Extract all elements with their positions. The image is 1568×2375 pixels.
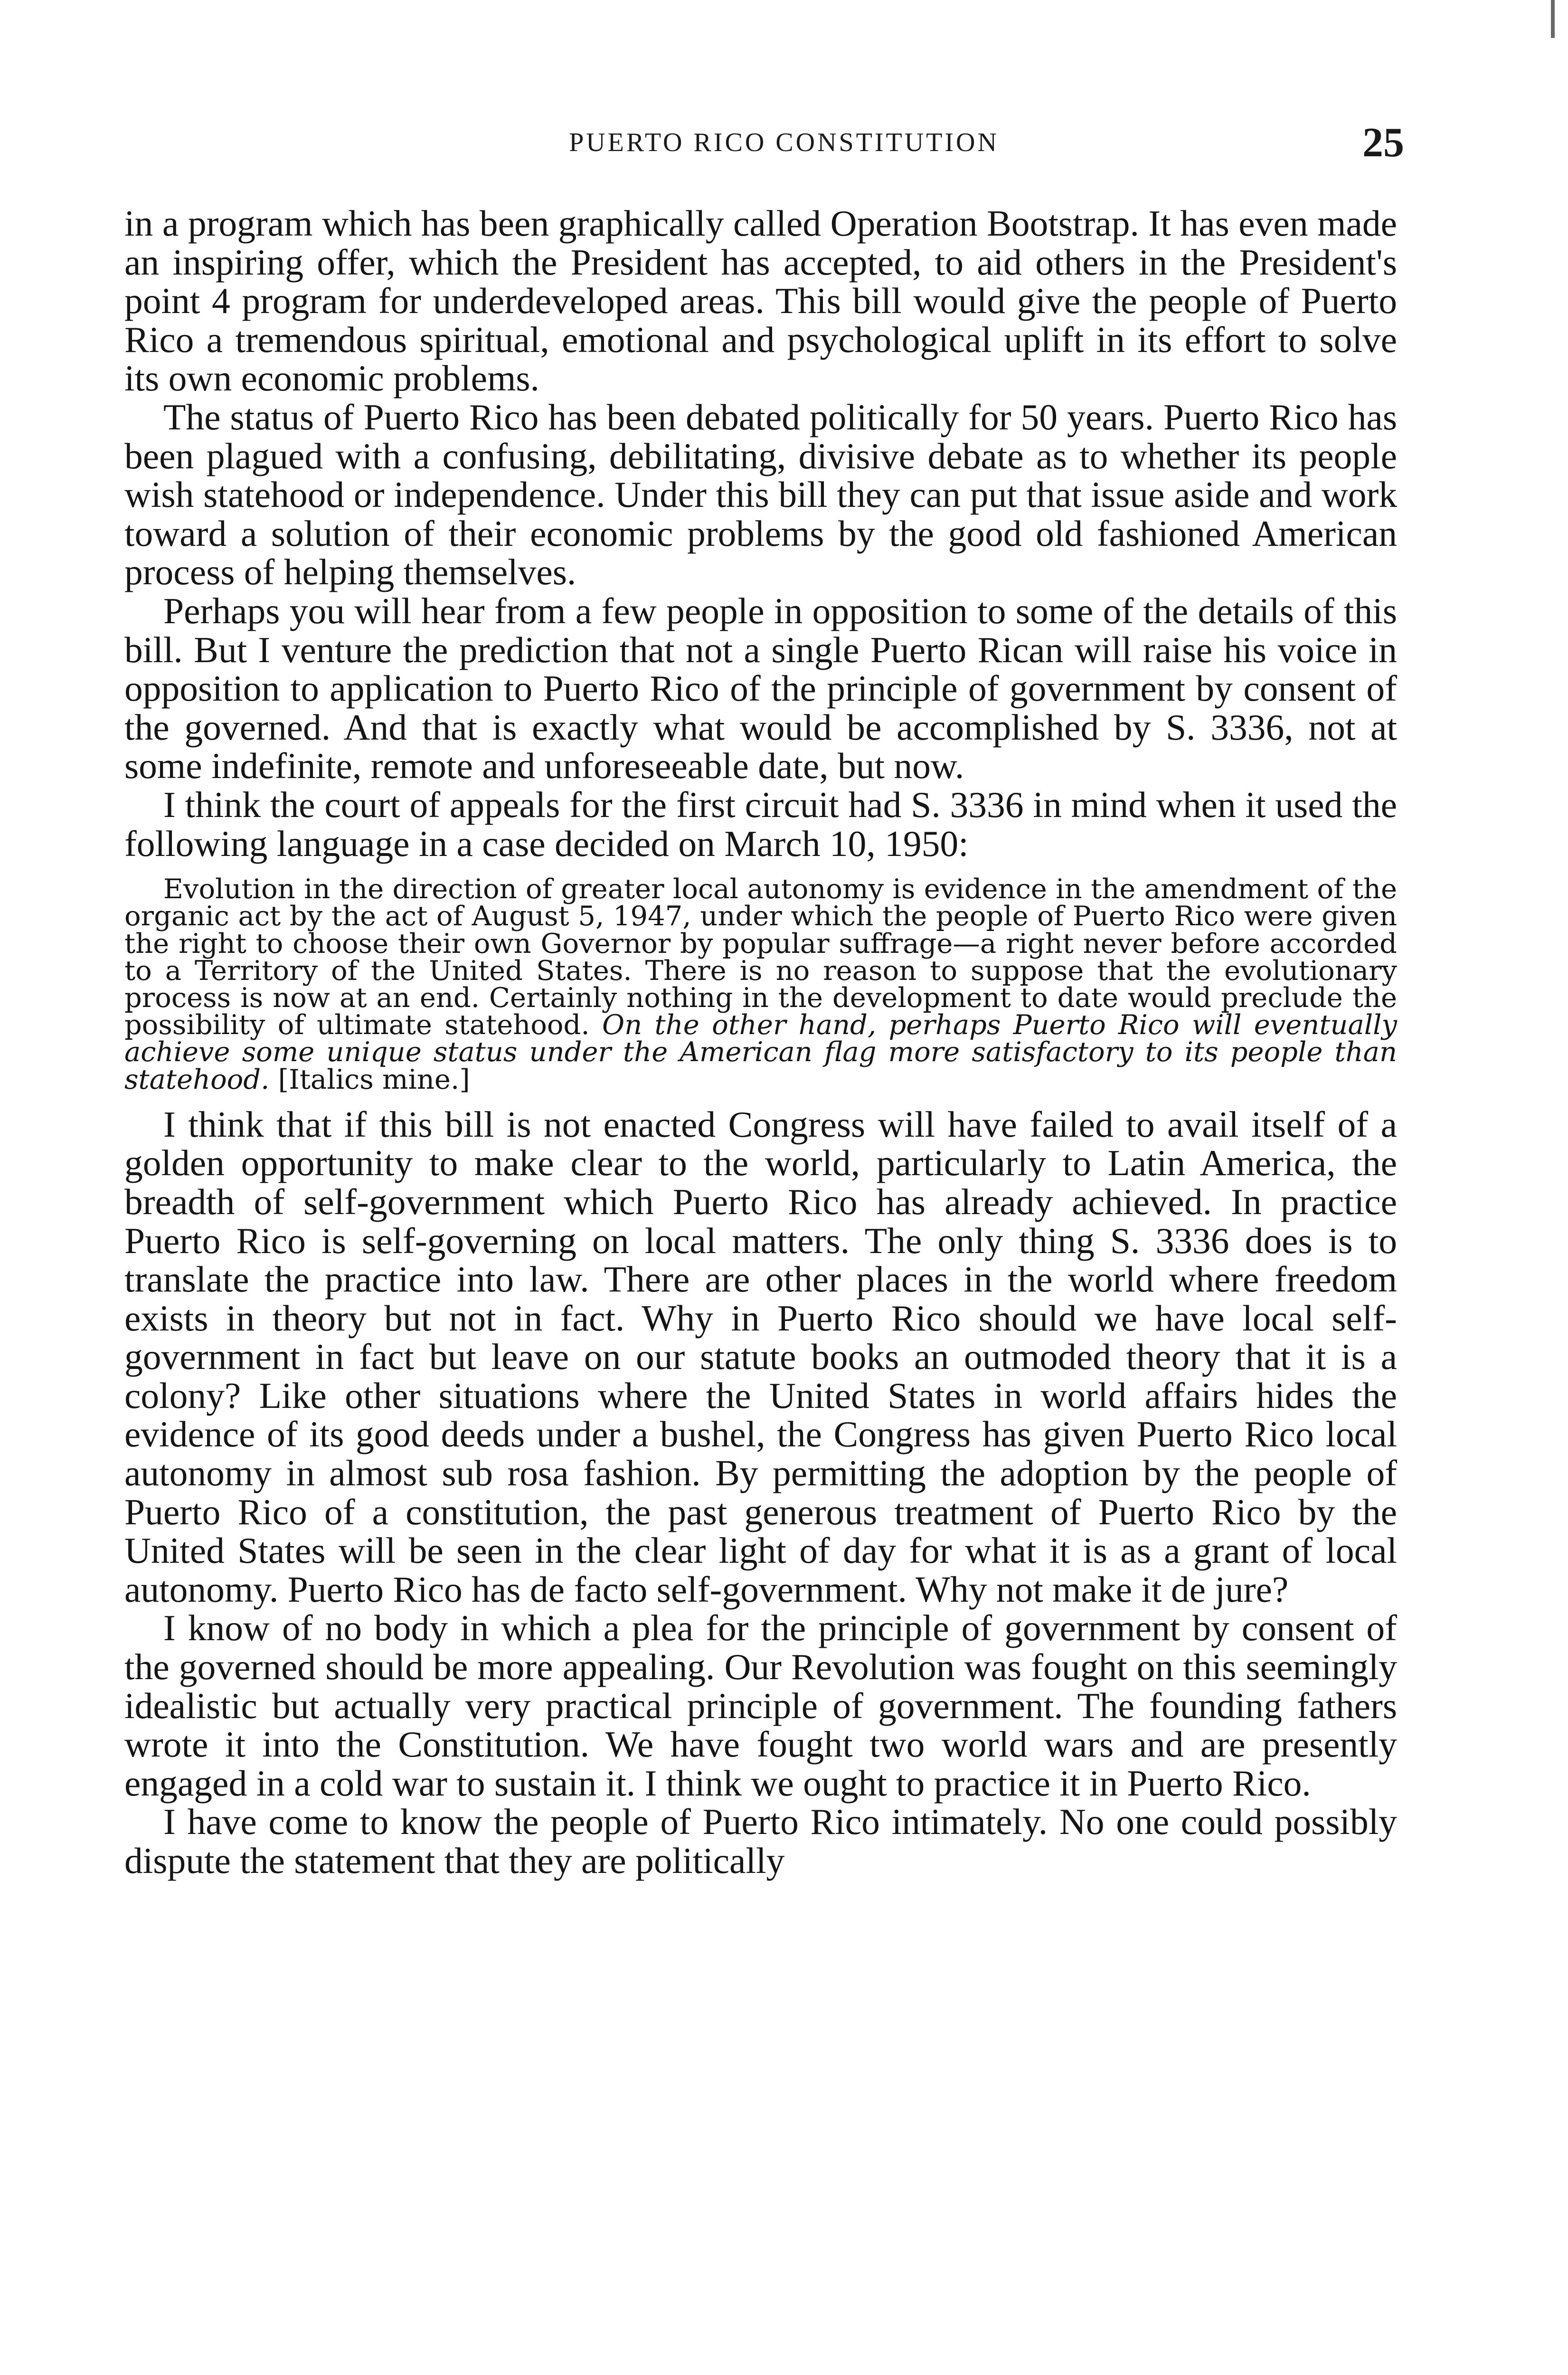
paragraph: The status of Puerto Rico has been debated politically for 50 years. Puerto Rico has been plagued with a confusing, debilitating, divisive debate as to whether its people wish statehood or independence. Under this bill they can put that issue aside and work toward a solution of their economic problems by the good old fashioned American process of helping themselves. xyxy=(124,396,1397,593)
paragraph: I know of no body in which a plea for the principle of government by consent of the governed should be more appealing. Our Revolution was fought on this seemingly idealistic but actually very practical principle of government. The founding fathers wrote it into the Constitution. We have fought two world wars and are presently engaged in a cold war to sustain it. I think we ought to practice it in Puerto Rico. xyxy=(124,1607,1397,1804)
paragraph: I think that if this bill is not enacted Congress will have failed to avail itself of a golden opportunity to make clear to the world, particularly to Latin America, the breadth of self-government which Puerto Rico has already achieved. In practice Puerto Rico is self-governing on local matters. The only thing S. 3336 does is to translate the practice into law. There are other places in the world where freedom exists in theory but not in fact. Why in Puerto Rico should we have local self-government in fact but leave on our statute books an outmoded theory that it is a colony? Like other situations where the United States in world affairs hides the evidence of its good deeds under a bushel, the Congress has given Puerto Rico local autonomy in almost sub rosa fashion. By permitting the adoption by the people of Puerto Rico of a constitution, the past generous treatment of Puerto Rico by the United States will be seen in the clear light of day for what it is as a grant of local autonomy. Puerto Rico has de facto self-government. Why not make it de jure? xyxy=(124,1103,1397,1610)
page-number: 25 xyxy=(1362,120,1404,166)
paragraph: I think the court of appeals for the first circuit had S. 3336 in mind when it used the following language in a case decided on March 10, 1950: xyxy=(124,784,1397,864)
body-text xyxy=(124,204,1397,1881)
quote-italic-text: On the other hand, perhaps Puerto Rico will eventually achieve some unique status under the American flag more satisfactory to its people than statehood. xyxy=(124,1009,1398,1095)
block-quote xyxy=(124,875,1397,1093)
scan-edge-mark xyxy=(1551,0,1555,38)
quote-note: [Italics mine.] xyxy=(278,1063,470,1095)
quote-text: Evolution in the direction of greater local autonomy is evidence in the amendment of the organic act by the act of August 5, 1947, under which the people of Puerto Rico were given the right to choose their own Governor by popular suffrage—a right never before accorded to a Territory of the United States. There is no reason to suppose that the evolutionary process is now at an end. Certainly nothing in the development to date would preclude the possibility of ultimate statehood. xyxy=(124,873,1397,1041)
running-title: PUERTO RICO CONSTITUTION xyxy=(569,128,999,157)
paragraph: Perhaps you will hear from a few people in opposition to some of the details of this bill. But I venture the prediction that not a single Puerto Rican will raise his voice in opposition to application to Puerto Rico of the principle of government by consent of the governed. And that is exactly what would be accomplished by S. 3336, not at some indefinite, remote and unforeseeable date, but now. xyxy=(124,590,1397,787)
paragraph-continued: in a program which has been graphically called Operation Bootstrap. It has even made an inspiring offer, which the President has accepted, to aid others in the President's point 4 program for underdeveloped areas. This bill would give the people of Puerto Rico a tremendous spiritual, emotional and psychological uplift in its effort to solve its own economic problems. xyxy=(124,203,1397,399)
running-header xyxy=(0,119,1568,166)
paragraph: I have come to know the people of Puerto Rico intimately. No one could possibly dispute the statement that they are politically xyxy=(124,1801,1397,1881)
